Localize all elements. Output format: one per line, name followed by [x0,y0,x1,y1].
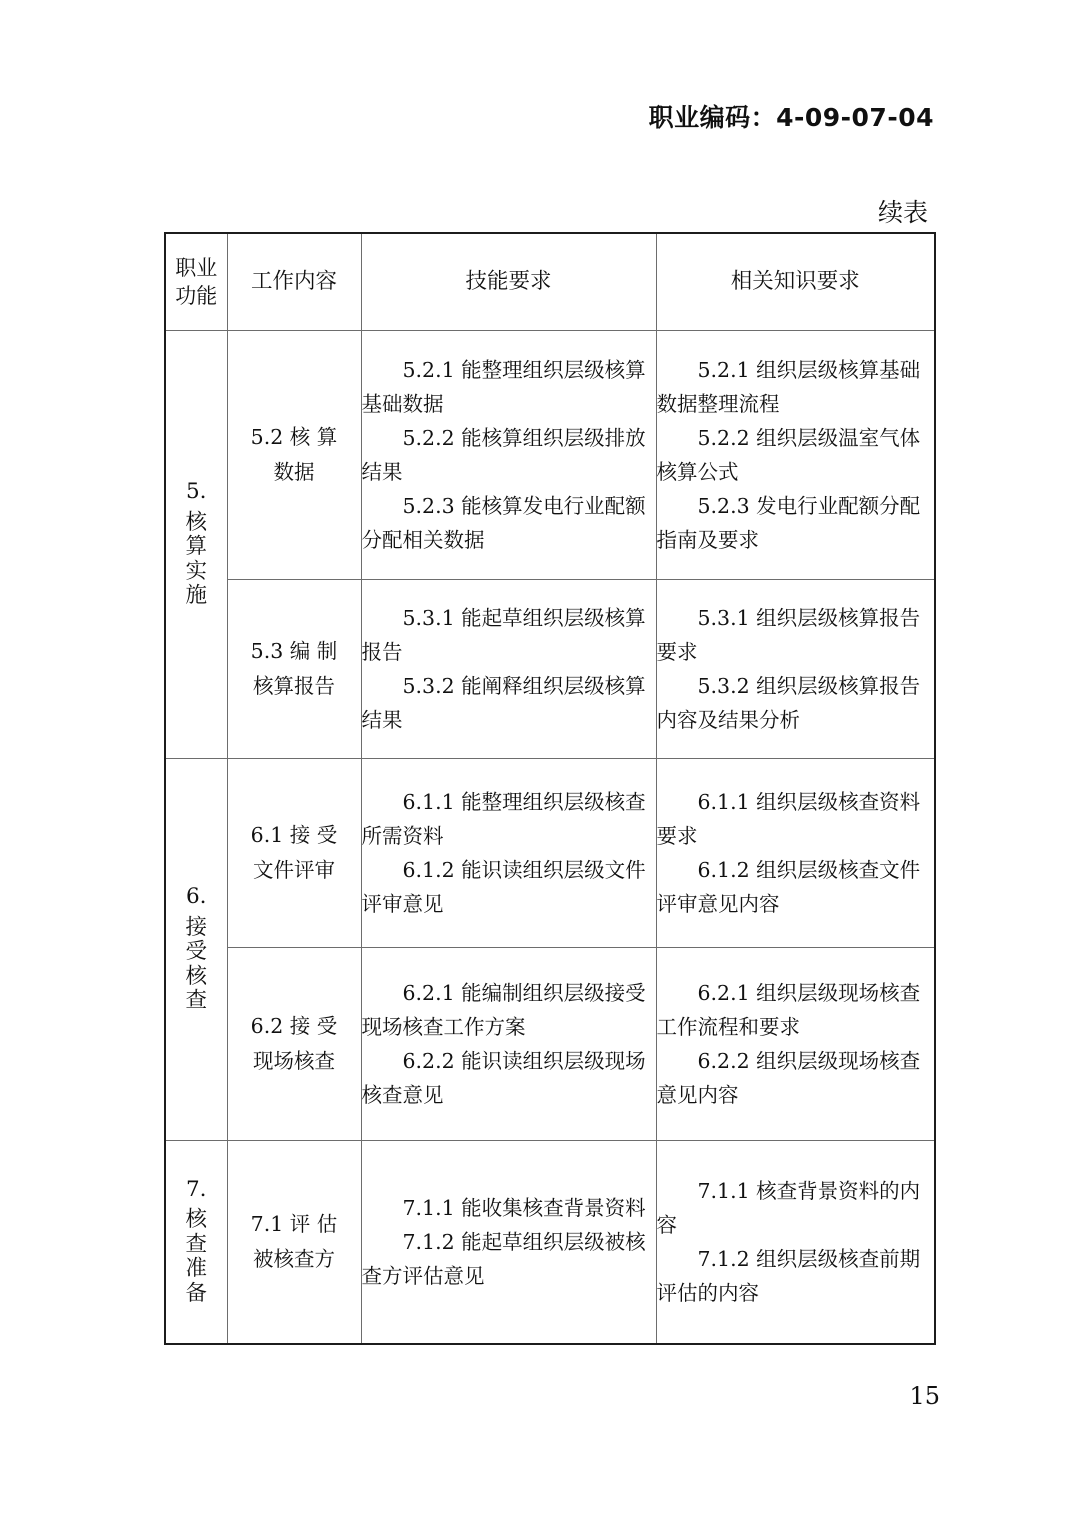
skill-requirements-cell-5-3 [361,580,656,759]
skill-requirements-table-wrapper [164,232,934,1345]
knowledge-requirements-cell-7-1 [656,1141,935,1345]
knowledge-requirements-cell-5-2 [656,331,935,580]
work-content-line: 被核查方 [253,1247,335,1271]
work-content-line: 7.1 评 估 [250,1211,338,1236]
work-content-line: 5.3 编 制 [250,638,338,663]
requirement-item: 5.3.2 组织层级核算报告内容及结果分析 [656,674,921,733]
requirement-item: 6.2.2 能识读组织层级现场核查意见 [361,1049,646,1108]
function-name-char: 受 [185,939,207,965]
work-content-cell-6-1 [227,759,361,948]
table-row [165,580,935,759]
column-header-knowledge-requirements: 相关知识要求 [656,233,935,331]
function-name-char: 算 [185,534,207,560]
skill-requirements-table [164,232,936,1345]
requirement-item: 6.2.2 组织层级现场核查意见内容 [656,1049,921,1108]
requirement-item: 5.2.2 能核算组织层级排放结果 [361,425,646,484]
requirement-item: 5.2.2 组织层级温室气体核算公式 [656,425,921,484]
function-number-6: 6. [185,884,207,910]
function-cell-7 [165,1141,227,1345]
column-header-function-line1: 职业 [175,255,218,280]
table-header-row [165,233,935,331]
column-header-function-line2: 功能 [175,284,218,308]
function-name-char: 核 [185,963,207,989]
function-name-char: 查 [185,1231,207,1257]
function-cell-6 [165,759,227,1141]
function-name-5 [185,511,207,609]
function-name-char: 备 [185,1280,207,1306]
function-name-char: 准 [185,1256,207,1282]
requirement-item: 5.3.1 组织层级核算报告要求 [656,605,921,664]
knowledge-requirements-cell-6-1 [656,759,935,948]
function-name-char: 核 [185,509,207,535]
skill-requirements-cell-5-2 [361,331,656,580]
knowledge-requirements-cell-6-2 [656,948,935,1141]
table-row [165,948,935,1141]
column-header-skill-requirements: 技能要求 [361,233,656,331]
requirement-item: 6.2.1 能编制组织层级接受现场核查工作方案 [361,980,646,1039]
requirement-item: 6.1.2 组织层级核查文件评审意见内容 [656,858,921,917]
requirement-item: 7.1.1 核查背景资料的内容 [656,1178,921,1237]
continued-table-label: 续表 [877,198,928,227]
work-content-cell-5-3 [227,580,361,759]
function-name-char: 实 [185,558,207,584]
work-content-line: 6.2 接 受 [250,1013,338,1038]
function-name-7 [185,1208,207,1306]
skill-requirements-cell-6-2 [361,948,656,1141]
column-header-function [165,233,227,331]
function-name-6 [185,916,207,1014]
requirement-item: 5.2.3 发电行业配额分配指南及要求 [656,494,921,553]
function-number-5: 5. [185,479,207,505]
requirement-item: 6.1.2 能识读组织层级文件评审意见 [361,858,646,917]
table-row [165,331,935,580]
requirement-item: 5.2.1 能整理组织层级核算基础数据 [361,357,646,416]
requirement-item: 7.1.1 能收集核查背景资料 [402,1195,646,1220]
work-content-line: 文件评审 [253,858,335,882]
work-content-cell-6-2 [227,948,361,1141]
table-row [165,759,935,948]
occupation-code-header: 职业编码：4-09-07-04 [648,103,934,132]
skill-requirements-cell-7-1 [361,1141,656,1345]
requirement-item: 6.1.1 组织层级核查资料要求 [656,789,921,848]
function-name-char: 接 [185,914,207,940]
function-cell-5 [165,331,227,759]
requirement-item: 5.3.1 能起草组织层级核算报告 [361,605,646,664]
column-header-work-content: 工作内容 [227,233,361,331]
table-row [165,1141,935,1345]
requirement-item: 7.1.2 组织层级核查前期评估的内容 [656,1247,921,1306]
function-number-7: 7. [185,1176,207,1202]
work-content-cell-7-1 [227,1141,361,1345]
requirement-item: 6.2.1 组织层级现场核查工作流程和要求 [656,980,921,1039]
requirement-item: 5.2.3 能核算发电行业配额分配相关数据 [361,494,646,553]
page-number: 15 [909,1382,940,1410]
knowledge-requirements-cell-5-3 [656,580,935,759]
work-content-line: 6.1 接 受 [250,822,338,847]
work-content-line: 现场核查 [253,1049,335,1073]
skill-requirements-cell-6-1 [361,759,656,948]
function-name-char: 核 [185,1207,207,1233]
function-name-char: 查 [185,988,207,1014]
requirement-item: 5.3.2 能阐释组织层级核算结果 [361,674,646,733]
function-name-char: 施 [185,583,207,609]
work-content-line: 核算报告 [253,674,335,698]
work-content-line: 5.2 核 算 [250,424,338,449]
work-content-line: 数据 [273,460,315,484]
requirement-item: 6.1.1 能整理组织层级核查所需资料 [361,789,646,848]
requirement-item: 5.2.1 组织层级核算基础数据整理流程 [656,357,921,416]
requirement-item: 7.1.2 能起草组织层级被核查方评估意见 [361,1229,646,1288]
work-content-cell-5-2 [227,331,361,580]
